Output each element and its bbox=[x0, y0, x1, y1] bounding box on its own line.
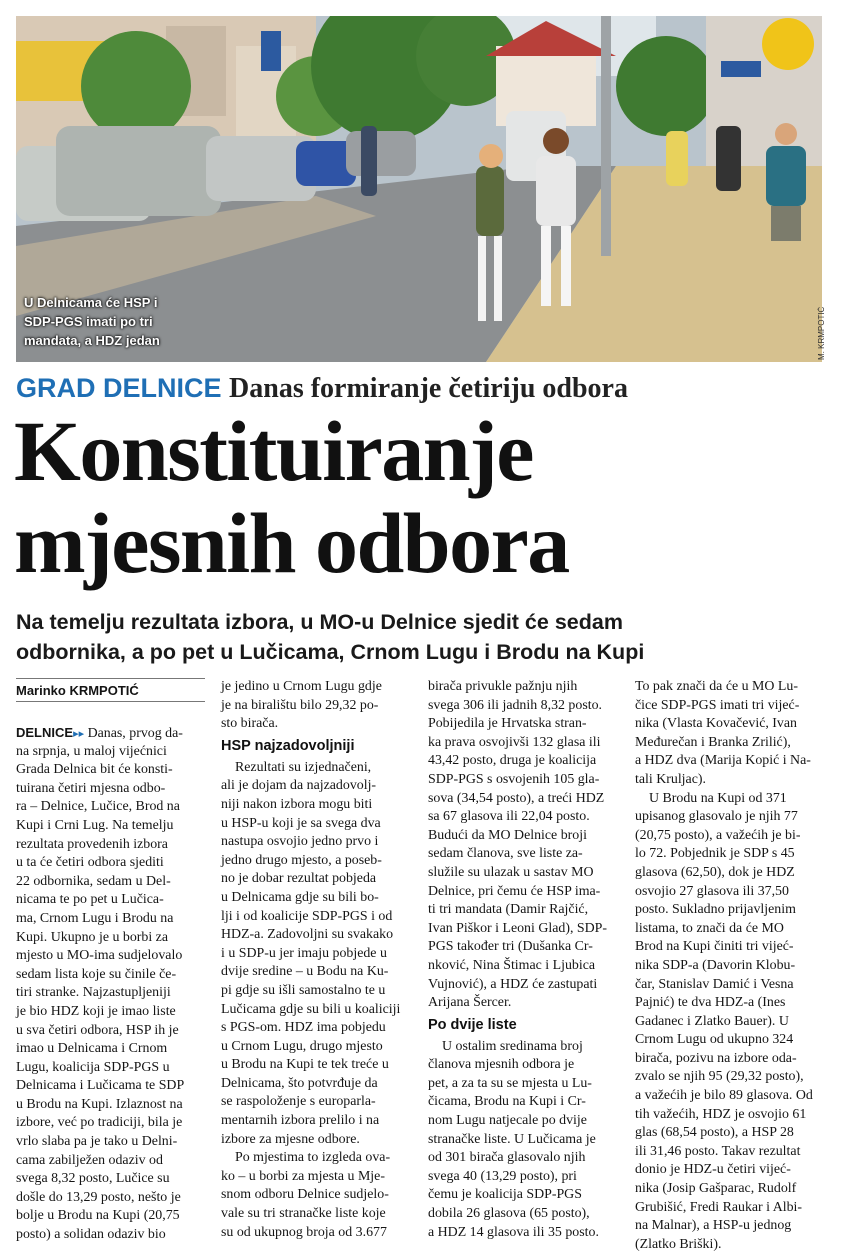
byline: Marinko KRMPOTIĆ bbox=[16, 678, 205, 702]
body-line: no je dobar rezultat pobjeda bbox=[221, 871, 377, 887]
body-line: posto) a solidan odaziv bio bbox=[16, 1227, 166, 1243]
article-lead bbox=[16, 607, 826, 667]
body-line: Arijana Šercer. bbox=[428, 995, 512, 1011]
body-line: U ostalim sredinama broj bbox=[442, 1038, 583, 1054]
body-line: (Zlatko Briški). bbox=[635, 1236, 722, 1252]
body-line: a HDZ dva (Marija Kopić i Na- bbox=[635, 753, 811, 769]
body-line: zvalo se njih 95 (29,32 posto), bbox=[635, 1069, 804, 1085]
dateline-arrow-icon: ▸▸ bbox=[73, 728, 85, 740]
body-line: 22 odbornika, sedam u Del- bbox=[16, 873, 171, 889]
body-line: Rezultati su izjednačeni, bbox=[235, 759, 372, 775]
body-line: nika (Vlasta Kovačević, Ivan bbox=[635, 716, 797, 732]
body-line: sedam članova, sve liste za- bbox=[428, 846, 583, 862]
body-line: ili 31,46 posto. Takav rezultat bbox=[635, 1143, 801, 1159]
body-line: 43,42 posto, druga je koalicija bbox=[428, 753, 597, 769]
body-line: vrlo slaba pa je tako u Delni- bbox=[16, 1134, 178, 1150]
kicker-subtitle: Danas formiranje četiriju odbora bbox=[229, 373, 628, 404]
article-photo bbox=[16, 16, 822, 362]
body-line: članova mjesnih odbora je bbox=[428, 1057, 575, 1073]
photo-credit: M. KRMPOTIĆ bbox=[817, 306, 826, 360]
body-line: Lugu, koalicija SDP-PGS u bbox=[16, 1059, 170, 1075]
headline-line: mjesnih odbora bbox=[14, 495, 569, 591]
body-line: ka prava osvojivši 132 glasa ili bbox=[428, 734, 601, 750]
body-line: Budući da MO Delnice broji bbox=[428, 827, 587, 843]
body-line: Pobijedila je Hrvatska stran- bbox=[428, 716, 587, 732]
body-line: listama, to znači da će MO bbox=[635, 920, 784, 936]
article-column-1 bbox=[16, 724, 208, 1245]
photo-caption-line: SDP-PGS imati po tri bbox=[24, 314, 153, 329]
body-line: nika SDP-a (Davorin Klobu- bbox=[635, 957, 796, 973]
body-line: upisanog glasovalo je njih 77 bbox=[635, 809, 798, 825]
body-line: Pajnić) te dva HDZ-a (Ines bbox=[635, 995, 786, 1011]
body-line: čar, Stanislav Damić i Vesna bbox=[635, 976, 794, 992]
body-line: čicama, Brodu na Kupi i Cr- bbox=[428, 1094, 586, 1110]
body-line: ra – Delnice, Lučice, Brod na bbox=[16, 799, 180, 815]
body-line: Crnom Lugu od ukupno 324 bbox=[635, 1032, 794, 1048]
body-line: a HDZ 14 glasova ili 35 posto. bbox=[428, 1224, 599, 1240]
body-line: svega 306 ili jadnih 8,32 posto. bbox=[428, 697, 603, 713]
body-line: tih važećih, HDZ je osvojio 61 bbox=[635, 1106, 807, 1122]
article-column-4 bbox=[635, 678, 827, 1254]
body-line: je bio HDZ koji je imao liste bbox=[16, 1003, 176, 1019]
body-line: mjesto u MO-ima sudjelovalo bbox=[16, 948, 183, 964]
body-line: je jedino u Crnom Lugu gdje bbox=[221, 679, 382, 694]
article-column-2 bbox=[221, 678, 417, 1242]
body-line: PGS također tri (Dušanka Cr- bbox=[428, 939, 593, 955]
body-line: Delnicama i Lučicama te SDP bbox=[16, 1078, 185, 1094]
section-kicker bbox=[16, 370, 826, 406]
body-line: nika (Josip Gašparac, Rudolf bbox=[635, 1181, 797, 1197]
section-label: GRAD DELNICE bbox=[16, 373, 222, 403]
article-column-3 bbox=[428, 678, 624, 1242]
body-line: Lučicama gdje su bili u koaliciji bbox=[221, 1001, 401, 1017]
body-line: glasova (62,50), dok je HDZ bbox=[635, 864, 795, 880]
body-line: i u SDP-u jer imaju pobjede u bbox=[221, 945, 387, 961]
body-line: sova (34,54 posto), a treći HDZ bbox=[428, 790, 605, 806]
body-line: lo 72. Pobjednik je SDP s 45 bbox=[635, 846, 795, 862]
body-line: u Brodu na Kupi. Izlaznost na bbox=[16, 1096, 183, 1112]
body-line: nicama te po pet u Lučica- bbox=[16, 892, 164, 908]
article-headline bbox=[14, 405, 829, 589]
body-line: sa 67 glasova ili 22,04 posto. bbox=[428, 809, 590, 825]
body-line: na srpnja, u maloj vijećnici bbox=[16, 743, 167, 759]
headline-line: Konstituiranje bbox=[14, 403, 533, 499]
body-line: nastupa osvojio jedno prvo i bbox=[221, 834, 379, 850]
body-line: nković, Nina Štimac i Ljubica bbox=[428, 957, 596, 973]
body-line: u HSP-u koji je sa svega dva bbox=[221, 815, 381, 831]
body-line: čemu je koalicija SDP-PGS bbox=[428, 1187, 582, 1203]
body-line: pet, a za ta su se mjesta u Lu- bbox=[428, 1075, 592, 1091]
body-line: imao u Delnicama i Crnom bbox=[16, 1041, 168, 1057]
body-line: na Malnar), a HSP-u jednog bbox=[635, 1218, 792, 1234]
body-line: Međurečan i Branka Zrilić), bbox=[635, 734, 791, 750]
body-line: cama zabilježen odaziv od bbox=[16, 1152, 163, 1168]
body-line: sto birača. bbox=[221, 716, 279, 732]
body-line: ma, Crnom Lugu i Brodu na bbox=[16, 910, 174, 926]
photo-caption-line: mandata, a HDZ jedan bbox=[24, 333, 160, 348]
photo-caption-line: U Delnicama će HSP i bbox=[24, 295, 158, 310]
body-line: ali je dojam da najzadovolj- bbox=[221, 778, 377, 794]
body-line: izbore, već po tradiciji, bila je bbox=[16, 1115, 183, 1131]
body-line: od 301 birača glasovalo njih bbox=[428, 1150, 586, 1166]
body-line: u sva četiri odbora, HSP ih je bbox=[16, 1022, 179, 1038]
body-line: dvije sredine – u Bodu na Ku- bbox=[221, 964, 389, 980]
subheading-hsp: HSP najzadovoljniji bbox=[221, 737, 355, 754]
body-line: snom odboru Delnice sudjelo- bbox=[221, 1187, 389, 1203]
body-line: ti tri mandata (Damir Rajčić, bbox=[428, 902, 589, 918]
body-line: se raspoloženje s europarla- bbox=[221, 1094, 376, 1110]
body-line: birača, pozivu na izbore oda- bbox=[635, 1050, 797, 1066]
dateline: DELNICE▸▸ bbox=[16, 725, 85, 740]
body-line: tuirana četiri mjesna odbo- bbox=[16, 780, 166, 796]
body-line: Ivan Piškor i Leoni Glad), SDP- bbox=[428, 920, 608, 936]
body-line: svega 40 (13,29 posto), pri bbox=[428, 1168, 577, 1184]
body-line: izbore za mjesne odbore. bbox=[221, 1131, 360, 1147]
body-line: (20,75 posto), a važećih je bi- bbox=[635, 827, 801, 843]
body-line: čice SDP-PGS imati tri vijeć- bbox=[635, 697, 800, 713]
body-line: bolje u Brodu na Kupi (20,75 bbox=[16, 1208, 180, 1224]
body-line: nom Lugu natjecale po dvije bbox=[428, 1113, 587, 1129]
body-line: lji i od koalicije SDP-PGS i od bbox=[221, 908, 393, 924]
body-line: s PGS-om. HDZ ima pobjedu bbox=[221, 1020, 386, 1036]
body-line: Grada Delnica bit će konsti- bbox=[16, 762, 173, 778]
photo-caption bbox=[24, 293, 194, 350]
body-line: u Brodu na Kupi te tek treće u bbox=[221, 1057, 389, 1073]
body-line: posto. Sukladno prijavljenim bbox=[635, 902, 796, 918]
body-line: donio je HDZ-u četiri vijeć- bbox=[635, 1162, 791, 1178]
body-line: svega 8,32 posto, Lučice su bbox=[16, 1171, 170, 1187]
body-line: Danas, prvog da- bbox=[87, 726, 183, 741]
lead-line: Na temelju rezultata izbora, u MO-u Delnice sjedit će sedam bbox=[16, 610, 623, 634]
lead-line: odbornika, a po pet u Lučicama, Crnom Lugu i Brodu na Kupi bbox=[16, 640, 645, 664]
body-line: To pak znači da će u MO Lu- bbox=[635, 679, 798, 694]
body-line: Brod na Kupi činiti tri vijeć- bbox=[635, 939, 794, 955]
body-line: Kupi i Crni Lug. Na temelju bbox=[16, 817, 174, 833]
body-line: je na biralištu bilo 29,32 po- bbox=[221, 697, 379, 713]
body-line: Po mjestima to izgleda ova- bbox=[235, 1150, 391, 1166]
body-line: Delnicama, što potvrđuje da bbox=[221, 1075, 378, 1091]
body-line: jedno drugo mjesto, a poseb- bbox=[221, 852, 382, 868]
body-line: SDP-PGS s osvojenih 105 gla- bbox=[428, 771, 600, 787]
body-line: Kupi. Ukupno je u borbi za bbox=[16, 929, 168, 945]
body-line: ko – u borbi za mjesta u Mje- bbox=[221, 1168, 385, 1184]
body-line: Delnice, pri čemu će HSP ima- bbox=[428, 883, 601, 899]
body-line: sedam lista koje su činile če- bbox=[16, 966, 177, 982]
body-line: služile su ulazak u sastav MO bbox=[428, 864, 594, 880]
body-line: rezultata provedenih izbora bbox=[16, 836, 168, 852]
body-line: glas (68,54 posto), a HSP 28 bbox=[635, 1125, 794, 1141]
body-line: došle do 13,29 posto, nešto je bbox=[16, 1189, 181, 1205]
body-line: osvojio 27 glasova ili 37,50 bbox=[635, 883, 789, 899]
body-line: tiri stranke. Najzastupljeniji bbox=[16, 985, 171, 1001]
subheading-po-dvije-liste: Po dvije liste bbox=[428, 1016, 517, 1033]
body-line: vale su tri stranačke liste koje bbox=[221, 1206, 386, 1222]
body-line: U Brodu na Kupi od 371 bbox=[649, 790, 787, 806]
body-line: Vujnović), a HDZ će zastupati bbox=[428, 976, 598, 992]
body-line: HDZ-a. Zadovoljni su svakako bbox=[221, 927, 394, 943]
body-line: birača privukle pažnju njih bbox=[428, 679, 578, 694]
body-line: u ta će četiri odbora sjediti bbox=[16, 855, 164, 871]
body-line: u Delnicama gdje su bili bo- bbox=[221, 889, 379, 905]
body-line: mentarnih izbora prelilo i na bbox=[221, 1113, 380, 1129]
body-line: niji nakon izbora mogu biti bbox=[221, 796, 373, 812]
body-line: u Crnom Lugu, drugo mjesto bbox=[221, 1038, 383, 1054]
body-line: Grubišić, Fredi Raukar i Albi- bbox=[635, 1199, 803, 1215]
body-line: stranačke liste. U Lučicama je bbox=[428, 1131, 596, 1147]
body-line: su od ukupnog broja od 3.677 bbox=[221, 1224, 387, 1240]
body-line: pi gdje su išli samostalno te u bbox=[221, 982, 386, 998]
body-line: dobila 26 glasova (65 posto), bbox=[428, 1206, 590, 1222]
body-line: a važećih je bilo 89 glasova. Od bbox=[635, 1088, 813, 1104]
body-line: Gadanec i Zlatko Bauer). U bbox=[635, 1013, 789, 1029]
body-line: tali Kruljac). bbox=[635, 771, 706, 787]
